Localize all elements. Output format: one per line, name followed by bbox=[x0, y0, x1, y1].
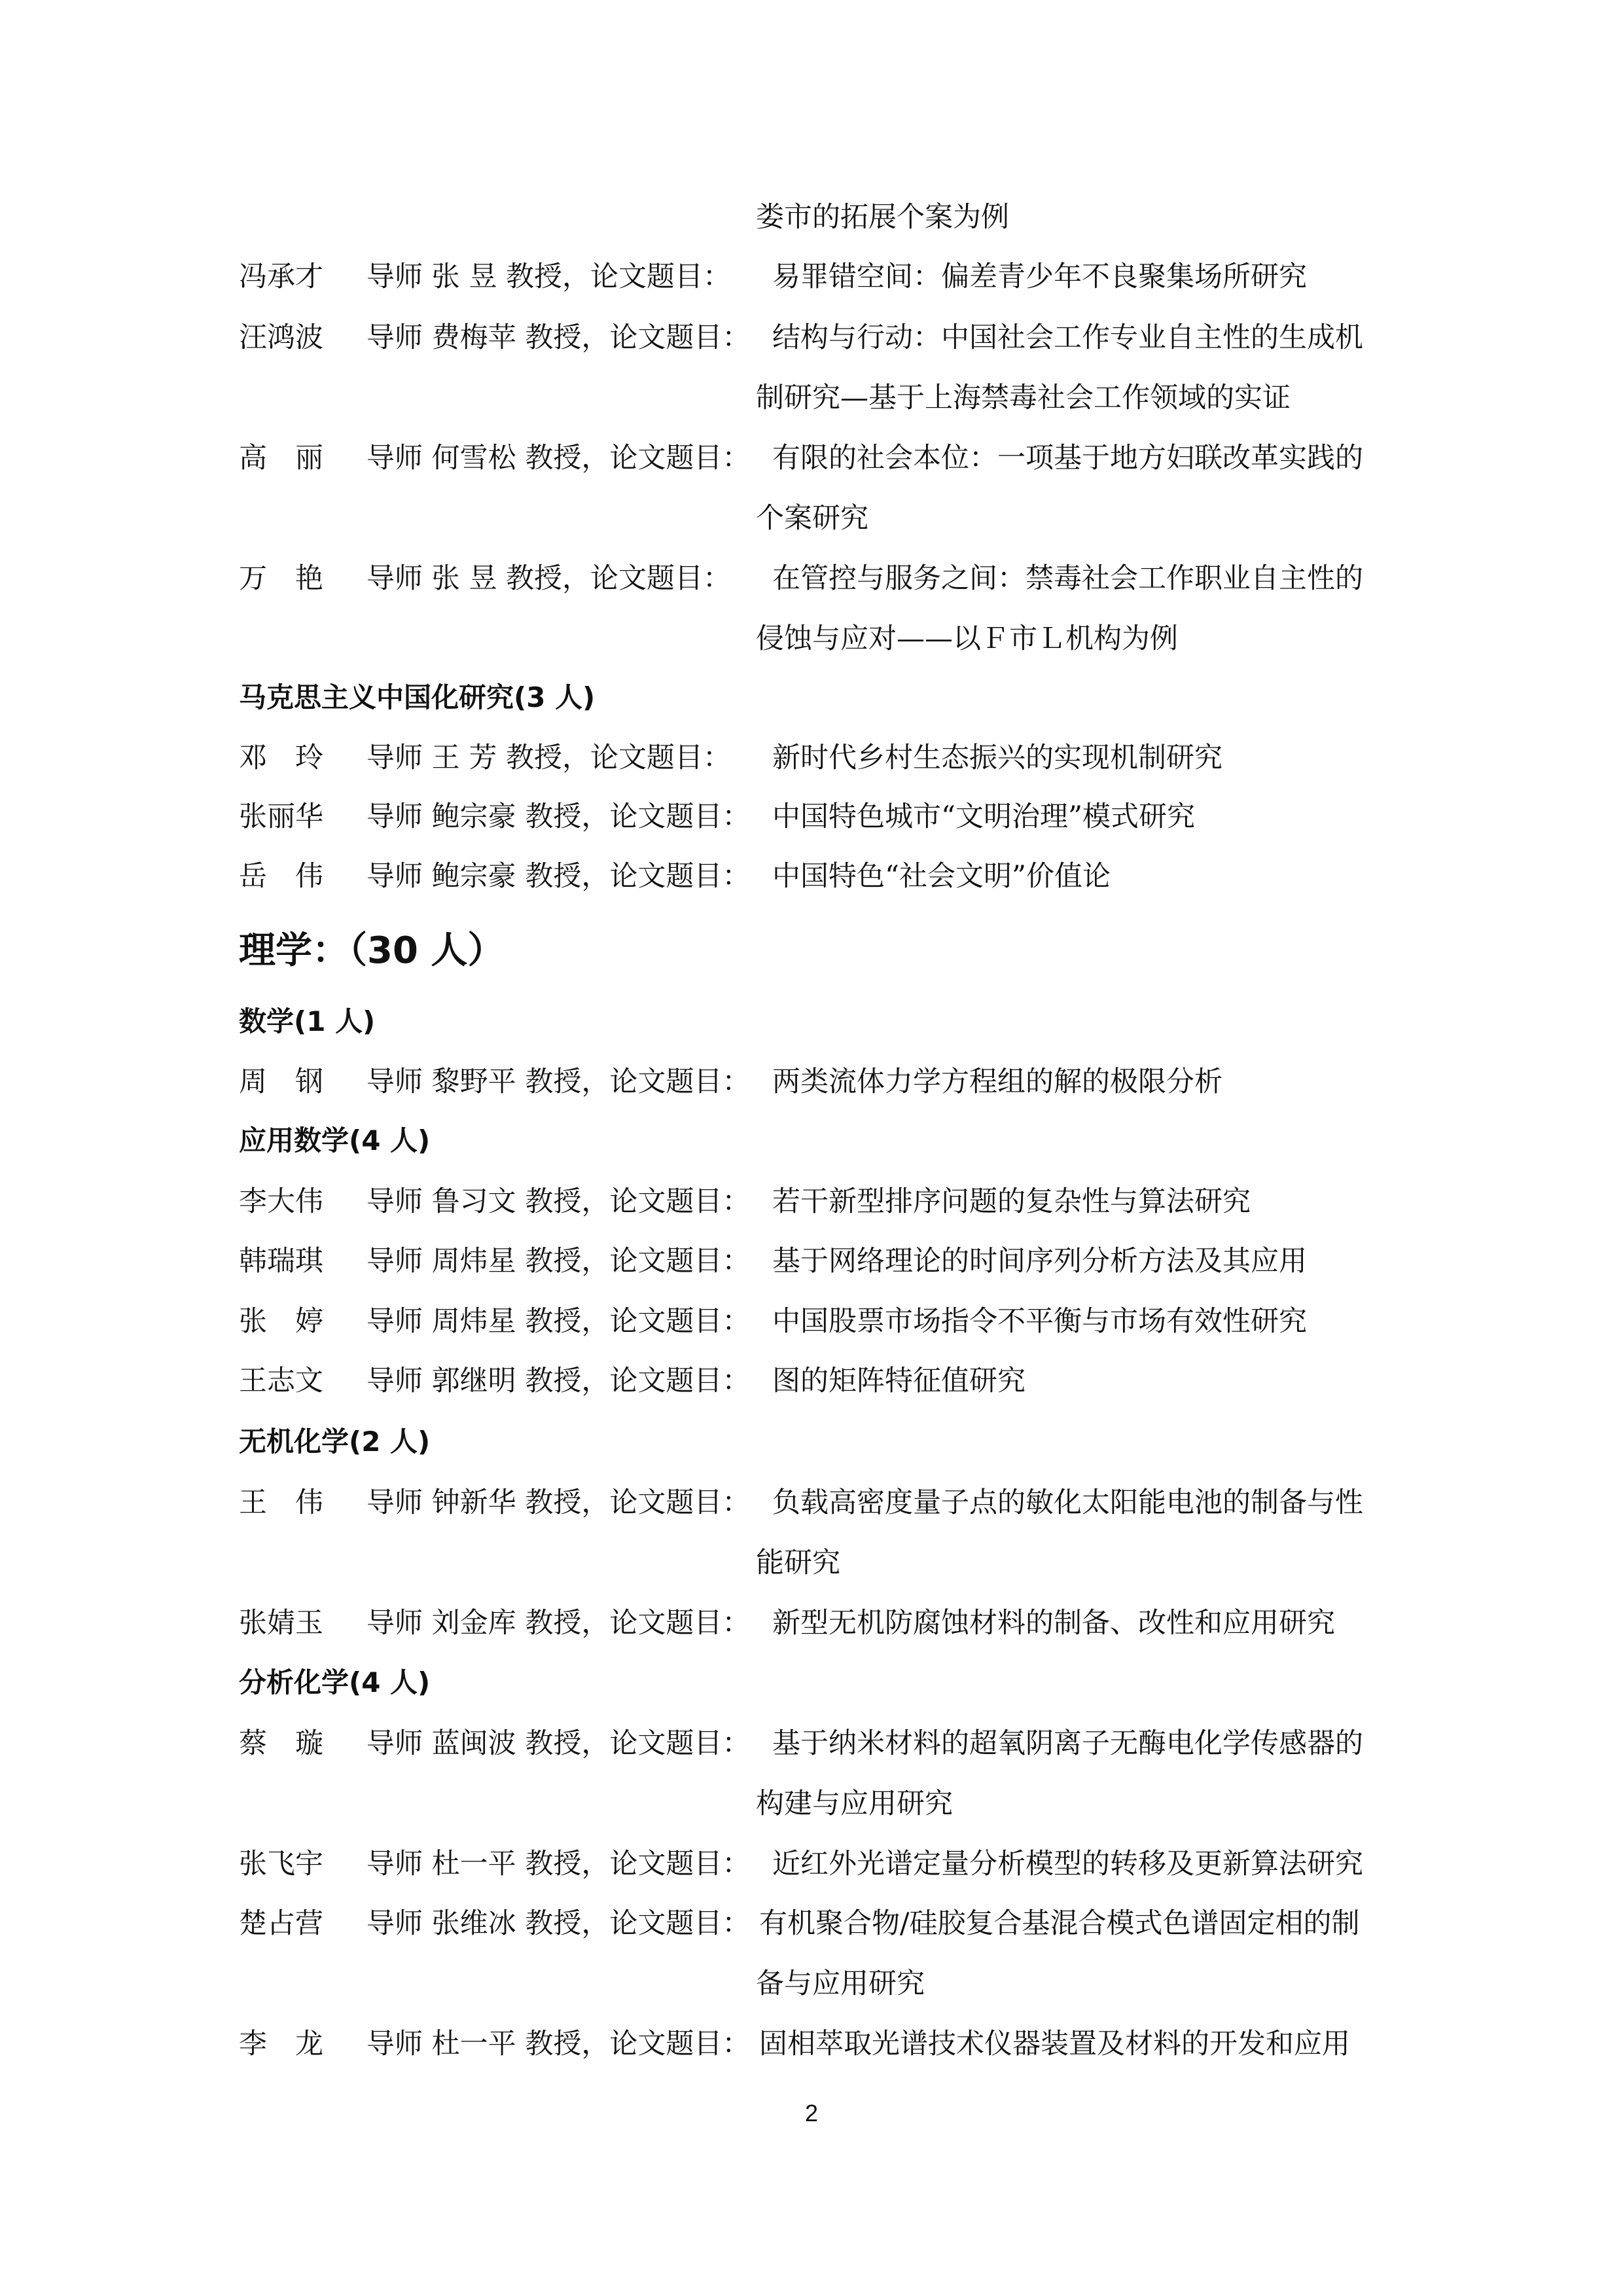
student-name: 张婧玉 bbox=[239, 1607, 323, 1640]
thesis-title: 在管控与服务之间：禁毒社会工作职业自主性的 bbox=[772, 562, 1363, 595]
thesis-title-continuation: 能研究 bbox=[756, 1547, 840, 1579]
student-name: 张丽华 bbox=[239, 800, 323, 833]
thesis-title: 结构与行动：中国社会工作专业自主性的生成机 bbox=[772, 321, 1363, 354]
student-name: 张飞宇 bbox=[239, 1848, 323, 1880]
thesis-title: 新时代乡村生态振兴的实现机制研究 bbox=[772, 742, 1222, 774]
advisor-label: 导师 周炜星 教授，论文题目： bbox=[366, 1245, 751, 1278]
advisor-label: 导师 黎野平 教授，论文题目： bbox=[366, 1066, 751, 1098]
advisor-label: 导师 鲍宗豪 教授，论文题目： bbox=[366, 800, 751, 833]
advisor-label: 导师 郭继明 教授，论文题目： bbox=[366, 1365, 751, 1397]
advisor-label: 导师 王 芳 教授，论文题目： bbox=[366, 742, 732, 774]
thesis-title-continuation: 个案研究 bbox=[756, 502, 868, 535]
thesis-title-continuation: 侵蚀与应对——以Ｆ市Ｌ机构为例 bbox=[756, 622, 1178, 655]
student-name: 高 丽 bbox=[239, 442, 323, 475]
student-name: 邓 玲 bbox=[239, 742, 323, 774]
advisor-label: 导师 费梅苹 教授，论文题目： bbox=[366, 321, 751, 354]
advisor-label: 导师 张 昱 教授，论文题目： bbox=[366, 562, 732, 595]
advisor-label: 导师 张维冰 教授，论文题目： bbox=[366, 1907, 751, 1940]
advisor-label: 导师 张 昱 教授，论文题目： bbox=[366, 260, 732, 293]
student-name: 冯承才 bbox=[239, 260, 323, 293]
section-heading-marxism: 马克思主义中国化研究(3 人) bbox=[239, 681, 596, 713]
section-heading-applied-math: 应用数学(4 人) bbox=[239, 1124, 431, 1157]
student-name: 王 伟 bbox=[239, 1486, 323, 1519]
student-name: 万 艳 bbox=[239, 562, 323, 595]
advisor-label: 导师 鲍宗豪 教授，论文题目： bbox=[366, 860, 751, 893]
thesis-title: 有机聚合物/硅胶复合基混合模式色谱固定相的制 bbox=[759, 1907, 1360, 1940]
thesis-title: 有限的社会本位：一项基于地方妇联改革实践的 bbox=[772, 442, 1363, 475]
section-heading-analytical-chemistry: 分析化学(4 人) bbox=[239, 1666, 431, 1698]
student-name: 汪鸿波 bbox=[239, 321, 323, 354]
section-heading-inorganic-chemistry: 无机化学(2 人) bbox=[239, 1426, 431, 1458]
section-heading-math: 数学(1 人) bbox=[239, 1005, 376, 1037]
thesis-title: 两类流体力学方程组的解的极限分析 bbox=[772, 1066, 1222, 1098]
student-name: 李 龙 bbox=[239, 2028, 323, 2060]
student-name: 岳 伟 bbox=[239, 860, 323, 893]
thesis-title: 中国特色“社会文明”价值论 bbox=[772, 860, 1111, 893]
thesis-title-continuation: 备与应用研究 bbox=[756, 1967, 925, 2000]
student-name: 周 钢 bbox=[239, 1066, 323, 1098]
thesis-title: 基于纳米材料的超氧阴离子无酶电化学传感器的 bbox=[772, 1727, 1363, 1760]
thesis-title: 新型无机防腐蚀材料的制备、改性和应用研究 bbox=[772, 1607, 1335, 1640]
student-name: 王志文 bbox=[239, 1365, 323, 1397]
thesis-title: 固相萃取光谱技术仪器装置及材料的开发和应用 bbox=[759, 2028, 1350, 2060]
title-continuation: 娄市的拓展个案为例 bbox=[756, 201, 1009, 234]
thesis-title: 近红外光谱定量分析模型的转移及更新算法研究 bbox=[772, 1848, 1363, 1880]
advisor-label: 导师 杜一平 教授，论文题目： bbox=[366, 2028, 751, 2060]
advisor-label: 导师 刘金库 教授，论文题目： bbox=[366, 1607, 751, 1640]
thesis-title-continuation: 构建与应用研究 bbox=[756, 1787, 953, 1820]
student-name: 李大伟 bbox=[239, 1185, 323, 1218]
page-number: 2 bbox=[804, 2100, 819, 2126]
advisor-label: 导师 杜一平 教授，论文题目： bbox=[366, 1848, 751, 1880]
thesis-title: 中国特色城市“文明治理”模式研究 bbox=[772, 800, 1195, 833]
student-name: 张 婷 bbox=[239, 1305, 323, 1338]
advisor-label: 导师 何雪松 教授，论文题目： bbox=[366, 442, 751, 475]
advisor-label: 导师 鲁习文 教授，论文题目： bbox=[366, 1185, 751, 1218]
student-name: 楚占营 bbox=[239, 1907, 323, 1940]
thesis-title: 基于网络理论的时间序列分析方法及其应用 bbox=[772, 1245, 1307, 1278]
discipline-heading-science: 理学：（30 人） bbox=[239, 929, 505, 972]
thesis-title: 易罪错空间：偏差青少年不良聚集场所研究 bbox=[772, 260, 1307, 293]
student-name: 韩瑞琪 bbox=[239, 1245, 323, 1278]
thesis-title: 负载高密度量子点的敏化太阳能电池的制备与性 bbox=[772, 1486, 1363, 1519]
advisor-label: 导师 钟新华 教授，论文题目： bbox=[366, 1486, 751, 1519]
advisor-label: 导师 周炜星 教授，论文题目： bbox=[366, 1305, 751, 1338]
student-name: 蔡 璇 bbox=[239, 1727, 323, 1760]
thesis-title: 若干新型排序问题的复杂性与算法研究 bbox=[772, 1185, 1251, 1218]
thesis-title-continuation: 制研究—基于上海禁毒社会工作领域的实证 bbox=[756, 382, 1291, 414]
thesis-title: 图的矩阵特征值研究 bbox=[772, 1365, 1026, 1397]
advisor-label: 导师 蓝闽波 教授，论文题目： bbox=[366, 1727, 751, 1760]
thesis-title: 中国股票市场指令不平衡与市场有效性研究 bbox=[772, 1305, 1307, 1338]
